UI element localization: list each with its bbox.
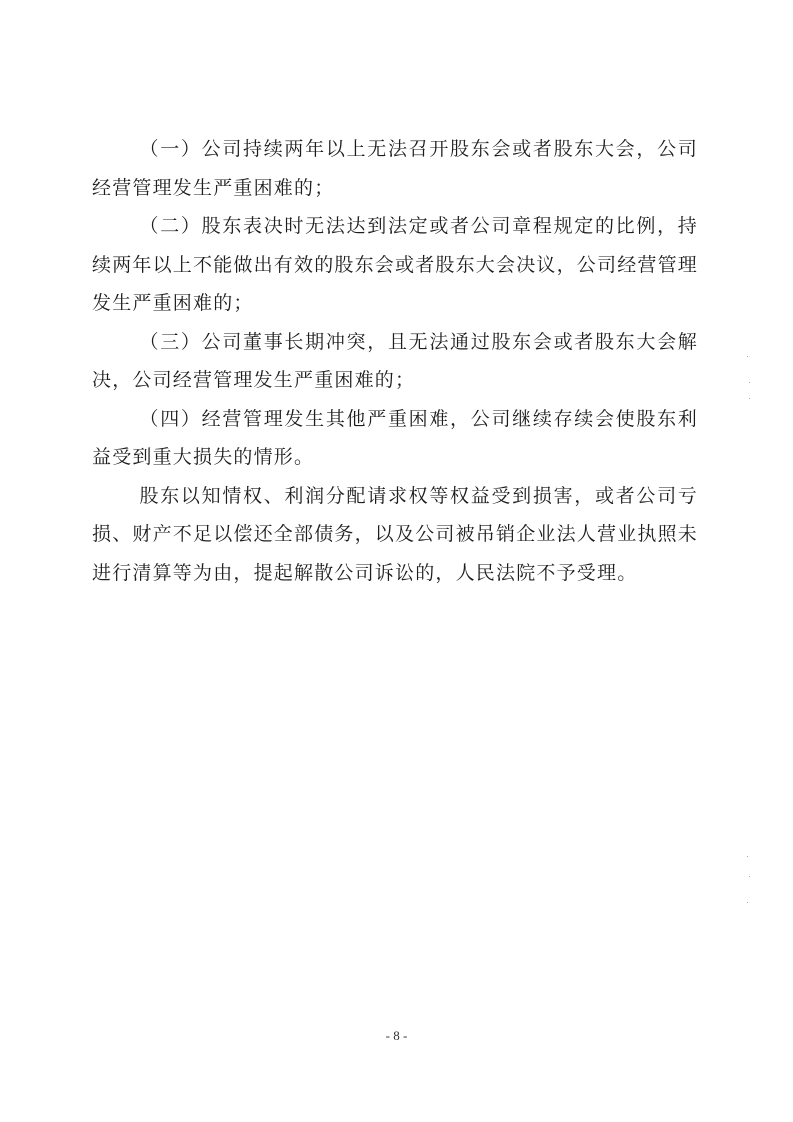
document-body (92, 130, 698, 592)
paragraph-shareholder-exclusion: 股东以知情权、利润分配请求权等权益受到损害，或者公司亏损、财产不足以偿还全部债务，以及公司被吊销企业法人营业执照未进行清算等为由，提起解散公司诉讼的，人民法院不予受理。 (92, 484, 699, 584)
scan-speck-mark: · (748, 871, 751, 881)
scan-speck-mark: · (748, 377, 751, 387)
page-number: - 8 - (385, 1028, 408, 1043)
paragraph-item-2: （二）股东表决时无法达到法定或者公司章程规定的比例，持续两年以上不能做出有效的股东会或者股东大会决议，公司经营管理发生严重困难的； (92, 215, 699, 314)
scan-speck-mark: · (748, 393, 751, 403)
paragraph-item-4: （四）经营管理发生其他严重困难，公司继续存续会使股东利益受到重大损失的情形。 (92, 407, 698, 468)
paragraph-item-1: （一）公司持续两年以上无法召开股东会或者股东大会，公司经营管理发生严重困难的； (92, 138, 698, 199)
scan-speck-mark: · (746, 897, 749, 907)
paragraph-item-3: （三）公司董事长期冲突，且无法通过股东会或者股东大会解决，公司经营管理发生严重困难的； (92, 330, 698, 391)
scan-speck-mark: · (746, 351, 749, 361)
scan-speck-mark: · (746, 851, 749, 861)
